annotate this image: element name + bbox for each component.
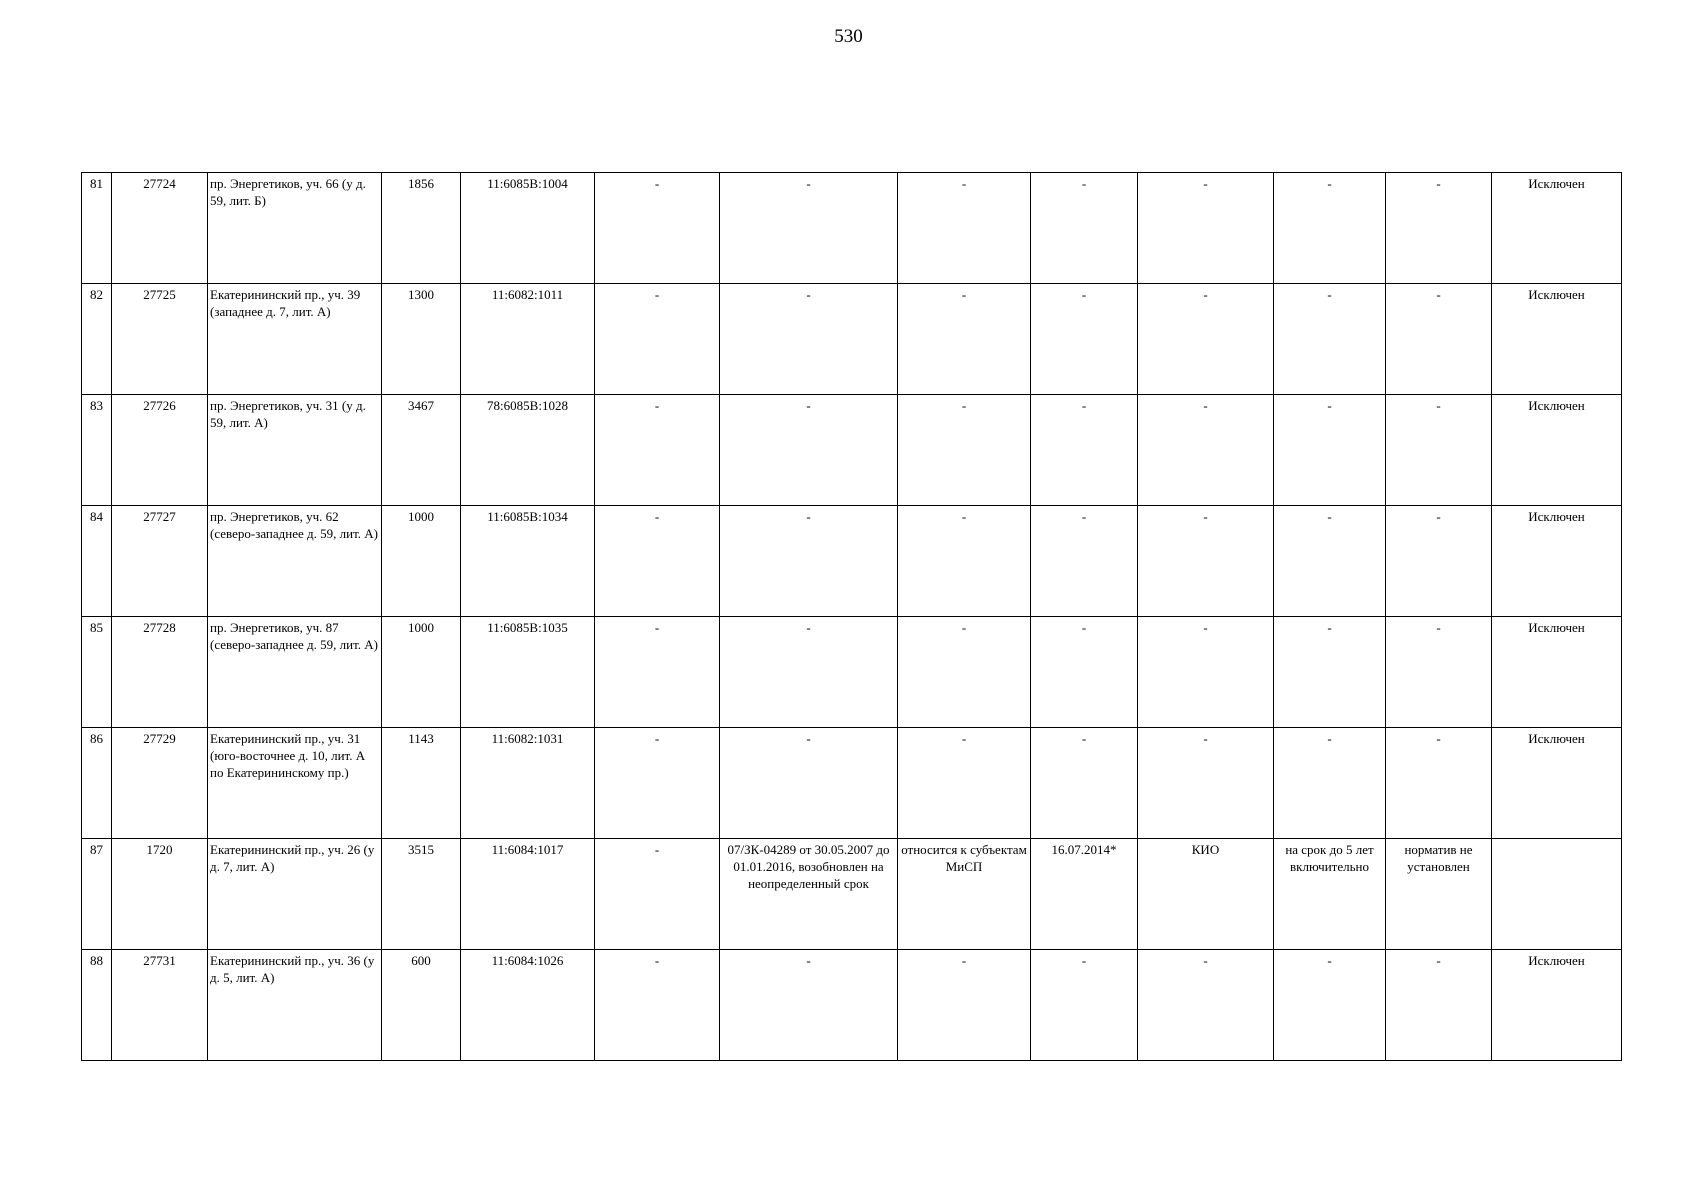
- table-body: [82, 173, 1622, 1061]
- authority-cell: -: [1138, 506, 1274, 617]
- table-row: [82, 284, 1622, 395]
- area-cell: 1143: [382, 728, 461, 839]
- cadastral-number-cell: 11:6082:1031: [461, 728, 595, 839]
- area-cell: 1000: [382, 617, 461, 728]
- column-6-cell: -: [595, 395, 720, 506]
- date-cell: -: [1031, 173, 1138, 284]
- date-cell: -: [1031, 950, 1138, 1061]
- smb-category-cell: -: [898, 284, 1031, 395]
- address-cell: пр. Энергетиков, уч. 66 (у д. 59, лит. Б): [208, 173, 382, 284]
- date-cell: -: [1031, 506, 1138, 617]
- smb-category-cell: относится к субъектам МиСП: [898, 839, 1031, 950]
- date-cell: -: [1031, 284, 1138, 395]
- area-cell: 1300: [382, 284, 461, 395]
- term-cell: -: [1274, 395, 1386, 506]
- address-cell: Екатерининский пр., уч. 26 (у д. 7, лит. А): [208, 839, 382, 950]
- address-cell: пр. Энергетиков, уч. 87 (северо-западнее д. 59, лит. А): [208, 617, 382, 728]
- contract-cell: -: [720, 284, 898, 395]
- area-cell: 1856: [382, 173, 461, 284]
- term-cell: -: [1274, 173, 1386, 284]
- term-cell: на срок до 5 лет включительно: [1274, 839, 1386, 950]
- area-cell: 3467: [382, 395, 461, 506]
- contract-cell: -: [720, 617, 898, 728]
- table-row: [82, 617, 1622, 728]
- standard-cell: -: [1386, 617, 1492, 728]
- cadastral-number-cell: 78:6085В:1028: [461, 395, 595, 506]
- row-number-cell: 85: [82, 617, 112, 728]
- address-cell: пр. Энергетиков, уч. 62 (северо-западнее д. 59, лит. А): [208, 506, 382, 617]
- authority-cell: -: [1138, 173, 1274, 284]
- table-row: [82, 173, 1622, 284]
- column-6-cell: -: [595, 839, 720, 950]
- authority-cell: -: [1138, 395, 1274, 506]
- cadastral-number-cell: 11:6084:1026: [461, 950, 595, 1061]
- status-cell: Исключен: [1492, 506, 1622, 617]
- contract-cell: 07/ЗК-04289 от 30.05.2007 до 01.01.2016, возобновлен на неопределенный срок: [720, 839, 898, 950]
- column-6-cell: -: [595, 506, 720, 617]
- object-id-cell: 27731: [112, 950, 208, 1061]
- table-row: [82, 395, 1622, 506]
- contract-cell: -: [720, 173, 898, 284]
- address-cell: пр. Энергетиков, уч. 31 (у д. 59, лит. А): [208, 395, 382, 506]
- table-row: [82, 839, 1622, 950]
- term-cell: -: [1274, 617, 1386, 728]
- status-cell: Исключен: [1492, 617, 1622, 728]
- contract-cell: -: [720, 728, 898, 839]
- area-cell: 1000: [382, 506, 461, 617]
- smb-category-cell: -: [898, 506, 1031, 617]
- cadastral-number-cell: 11:6082:1011: [461, 284, 595, 395]
- smb-category-cell: -: [898, 950, 1031, 1061]
- object-id-cell: 27724: [112, 173, 208, 284]
- object-id-cell: 27727: [112, 506, 208, 617]
- object-id-cell: 27725: [112, 284, 208, 395]
- smb-category-cell: -: [898, 395, 1031, 506]
- object-id-cell: 27726: [112, 395, 208, 506]
- authority-cell: КИО: [1138, 839, 1274, 950]
- table-row: [82, 728, 1622, 839]
- page-number: 530: [834, 26, 863, 47]
- row-number-cell: 81: [82, 173, 112, 284]
- authority-cell: -: [1138, 617, 1274, 728]
- date-cell: 16.07.2014*: [1031, 839, 1138, 950]
- table-row: [82, 506, 1622, 617]
- column-6-cell: -: [595, 728, 720, 839]
- status-cell: Исключен: [1492, 395, 1622, 506]
- object-id-cell: 27729: [112, 728, 208, 839]
- standard-cell: -: [1386, 284, 1492, 395]
- authority-cell: -: [1138, 728, 1274, 839]
- column-6-cell: -: [595, 617, 720, 728]
- authority-cell: -: [1138, 284, 1274, 395]
- standard-cell: норматив не установлен: [1386, 839, 1492, 950]
- row-number-cell: 86: [82, 728, 112, 839]
- cadastral-number-cell: 11:6085В:1035: [461, 617, 595, 728]
- area-cell: 600: [382, 950, 461, 1061]
- date-cell: -: [1031, 728, 1138, 839]
- cadastral-number-cell: 11:6084:1017: [461, 839, 595, 950]
- status-cell: Исключен: [1492, 950, 1622, 1061]
- contract-cell: -: [720, 506, 898, 617]
- standard-cell: -: [1386, 728, 1492, 839]
- table-row: [82, 950, 1622, 1061]
- cadastral-number-cell: 11:6085В:1034: [461, 506, 595, 617]
- smb-category-cell: -: [898, 728, 1031, 839]
- row-number-cell: 82: [82, 284, 112, 395]
- term-cell: -: [1274, 728, 1386, 839]
- row-number-cell: 83: [82, 395, 112, 506]
- row-number-cell: 88: [82, 950, 112, 1061]
- area-cell: 3515: [382, 839, 461, 950]
- column-6-cell: -: [595, 950, 720, 1061]
- row-number-cell: 87: [82, 839, 112, 950]
- row-number-cell: 84: [82, 506, 112, 617]
- contract-cell: -: [720, 395, 898, 506]
- term-cell: -: [1274, 284, 1386, 395]
- cadastral-number-cell: 11:6085В:1004: [461, 173, 595, 284]
- standard-cell: -: [1386, 950, 1492, 1061]
- smb-category-cell: -: [898, 173, 1031, 284]
- status-cell: [1492, 839, 1622, 950]
- term-cell: -: [1274, 950, 1386, 1061]
- address-cell: Екатерининский пр., уч. 39 (западнее д. 7, лит. А): [208, 284, 382, 395]
- object-id-cell: 27728: [112, 617, 208, 728]
- date-cell: -: [1031, 617, 1138, 728]
- column-6-cell: -: [595, 284, 720, 395]
- column-6-cell: -: [595, 173, 720, 284]
- standard-cell: -: [1386, 506, 1492, 617]
- contract-cell: -: [720, 950, 898, 1061]
- authority-cell: -: [1138, 950, 1274, 1061]
- date-cell: -: [1031, 395, 1138, 506]
- address-cell: Екатерининский пр., уч. 31 (юго-восточнее д. 10, лит. А по Екатерининскому пр.): [208, 728, 382, 839]
- object-id-cell: 1720: [112, 839, 208, 950]
- registry-table: [81, 172, 1622, 1061]
- standard-cell: -: [1386, 395, 1492, 506]
- smb-category-cell: -: [898, 617, 1031, 728]
- term-cell: -: [1274, 506, 1386, 617]
- status-cell: Исключен: [1492, 728, 1622, 839]
- address-cell: Екатерининский пр., уч. 36 (у д. 5, лит. А): [208, 950, 382, 1061]
- status-cell: Исключен: [1492, 173, 1622, 284]
- standard-cell: -: [1386, 173, 1492, 284]
- status-cell: Исключен: [1492, 284, 1622, 395]
